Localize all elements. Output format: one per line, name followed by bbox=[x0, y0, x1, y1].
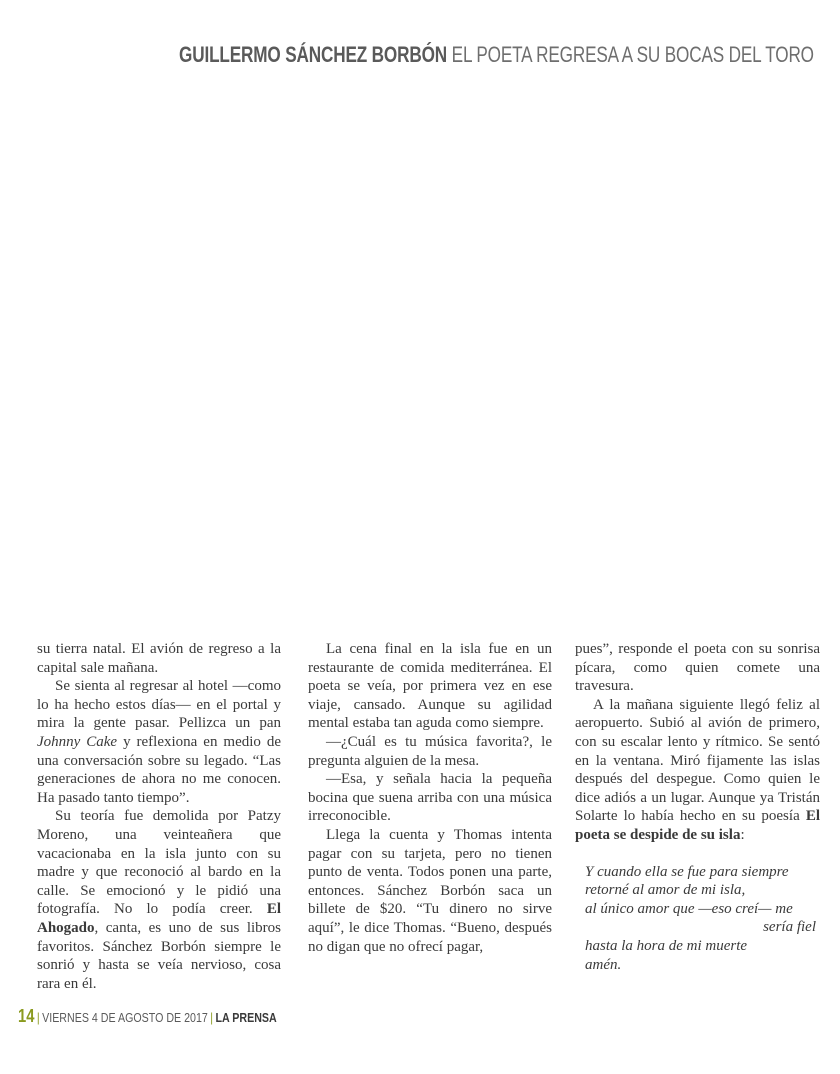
paragraph: —¿Cuál es tu música favorita?, le pregunta alguien de la mesa. bbox=[308, 733, 552, 769]
article-headline: EL POETA REGRESA A SU BOCAS DEL TORO bbox=[451, 42, 814, 67]
paragraph bbox=[37, 640, 281, 677]
newspaper-name: LA PRENSA bbox=[215, 1010, 277, 1025]
divider: | bbox=[36, 1010, 40, 1025]
paragraph-text: su tierra natal. El avión de regreso a la capital sale mañana. bbox=[37, 641, 281, 676]
poem-line: Y cuando ella se fue para siempre bbox=[585, 863, 789, 880]
paragraph-text: : bbox=[740, 826, 745, 843]
book-title: El Ahogado bbox=[37, 901, 281, 936]
paragraph-text: Se sienta al regresar al hotel —como lo ha hecho estos días— en el portal y mira la gente pasar. Pellizca un pan bbox=[37, 678, 281, 732]
divider: | bbox=[210, 1010, 214, 1025]
paragraph-text: A la mañana siguiente llegó feliz al aeropuerto. Subió al avión de primero, con su escalar lento y rítmico. Se sentó en la ventana. Miró fijamente las islas después del despegue. Como quien le dice adiós a un lugar. Aunque ya Tristán Solarte lo había hecho en su poesía bbox=[575, 696, 820, 825]
paragraph bbox=[37, 807, 281, 993]
running-head bbox=[179, 42, 814, 68]
paragraph: Llega la cuenta y Thomas intenta pagar con su tarjeta, pero no tienen punto de venta. Todos ponen una parte, entonces. Sánchez Borbón saca un billete de $20. “Tu dinero no sirve aquí”, le dice Thomas. “Bueno, después no digan que no ofrecí pagar, bbox=[308, 826, 552, 955]
poem-line: amén. bbox=[585, 956, 622, 973]
poem-line: hasta la hora de mi muerte bbox=[585, 937, 748, 954]
paragraph: —Esa, y señala hacia la pequeña bocina que suena arriba con una música irreconocible. bbox=[308, 771, 552, 825]
paragraph bbox=[37, 677, 281, 807]
poem-quote bbox=[575, 863, 820, 975]
article-column-3 bbox=[575, 640, 820, 974]
poem-title: El poeta se despide de su isla bbox=[575, 808, 820, 843]
poem-line: al único amor que —eso creí— me bbox=[585, 900, 793, 917]
article-column-2 bbox=[308, 640, 552, 956]
page-footer bbox=[18, 1006, 277, 1027]
paragraph-text: , canta, es uno de sus libros favoritos. Sánchez Borbón siempre le sonrió y hasta se veía nervioso, cosa rara en él. bbox=[37, 919, 281, 992]
article-column-1 bbox=[37, 640, 281, 993]
page-number: 14 bbox=[18, 1006, 35, 1026]
italic-term: Johnny Cake bbox=[37, 733, 118, 750]
issue-date: VIERNES 4 DE AGOSTO DE 2017 bbox=[42, 1010, 208, 1025]
paragraph: La cena final en la isla fue en un restaurante de comida mediterránea. El poeta se veía, por primera vez en ese viaje, cansado. Aunque su agilidad mental estaba tan aguda como siempre. bbox=[308, 641, 552, 732]
paragraph bbox=[575, 696, 820, 845]
article-author: GUILLERMO SÁNCHEZ BORBÓN bbox=[179, 42, 448, 67]
paragraph-text: Su teoría fue demolida por Patzy Moreno, una veinteañera que vacacionaba en la isla junto con su madre y que reconoció al bardo en la calle. Se emocionó y le pidió una fotografía. No lo podía creer. bbox=[37, 808, 281, 918]
poem-line: retorné al amor de mi isla, bbox=[585, 882, 746, 899]
paragraph-text: y reflexiona en medio de una conversación sobre su legado. “Las generaciones de ahora no me conocen. Ha pasado tanto tiempo”. bbox=[37, 733, 282, 806]
poem-line: sería fiel bbox=[763, 919, 816, 936]
paragraph: pues”, responde el poeta con su sonrisa pícara, como quien comete una travesura. bbox=[575, 641, 820, 695]
